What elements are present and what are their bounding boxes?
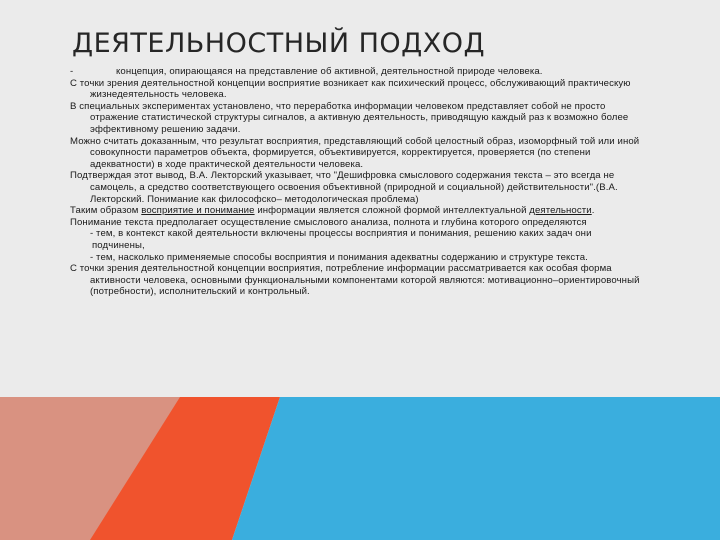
paragraph-5-middle: информации является сложной формой интеллектуальной	[254, 205, 530, 217]
blue-shape	[232, 397, 720, 540]
underlined-phrase: восприятие и понимание	[141, 205, 255, 217]
definition-text: концепция, опирающаяся на представление об активной, деятельностной природе человека.	[116, 66, 543, 77]
paragraph-5-end: .	[591, 205, 595, 217]
paragraph-3: Можно считать доказанным, что результат восприятия, представляющий собой целостный образ, изоморфный той или иной совокупности параметров объекта, формируется, объективируется, корректируется, проверяется (по степени адекватности) в ходе практической деятельности человека.	[70, 135, 640, 170]
slide-body	[70, 66, 646, 298]
paragraph-6: Понимание текста предполагает осуществление смыслового анализа, полнота и глубина которого определяются	[70, 216, 587, 228]
underlined-word: деятельности	[529, 205, 592, 217]
paragraph-2: В специальных экспериментах установлено, что переработка информации человеком представляет собой не просто отражение статистической структуры сигналов, а активную деятельность, приводящую каждый раз к возможно более эффективному решению задачи.	[70, 100, 629, 135]
paragraph-9: С точки зрения деятельностной концепции восприятия, потребление информации рассматривается как особая форма активности человека, основными функциональными компонентами которой являются: мотивационно–ориентировочный (потребности), исполнительский и контрольный.	[70, 263, 640, 298]
paragraph-1: С точки зрения деятельностной концепции восприятие возникает как психический процесс, обслуживающий практическую жизнедеятельность человека.	[70, 77, 631, 101]
definition-line	[70, 66, 646, 78]
slide-title: ДЕЯТЕЛЬНОСТНЫЙ ПОДХОД	[72, 28, 486, 59]
paragraph-5	[70, 205, 646, 217]
paragraph-8: - тем, насколько применяемые способы восприятия и понимания адекватны содержанию и структуре текста.	[90, 251, 588, 263]
dash-marker: -	[70, 66, 74, 77]
paragraph-4: Подтверждая этот вывод, В.А. Лекторский указывает, что "Дешифровка смыслового содержания текста – это всегда не самоцель, а средство соответствующего освоения объективной (природной и социальной) действительности".(В.А. Лекторский. Понимание как философско– методологическая проблема)	[70, 170, 618, 205]
paragraph-5-start: Таким образом	[70, 205, 142, 217]
paragraph-7: - тем, в контекст какой деятельности включены процессы восприятия и понимания, решению каких задач они подчинены,	[90, 228, 592, 251]
